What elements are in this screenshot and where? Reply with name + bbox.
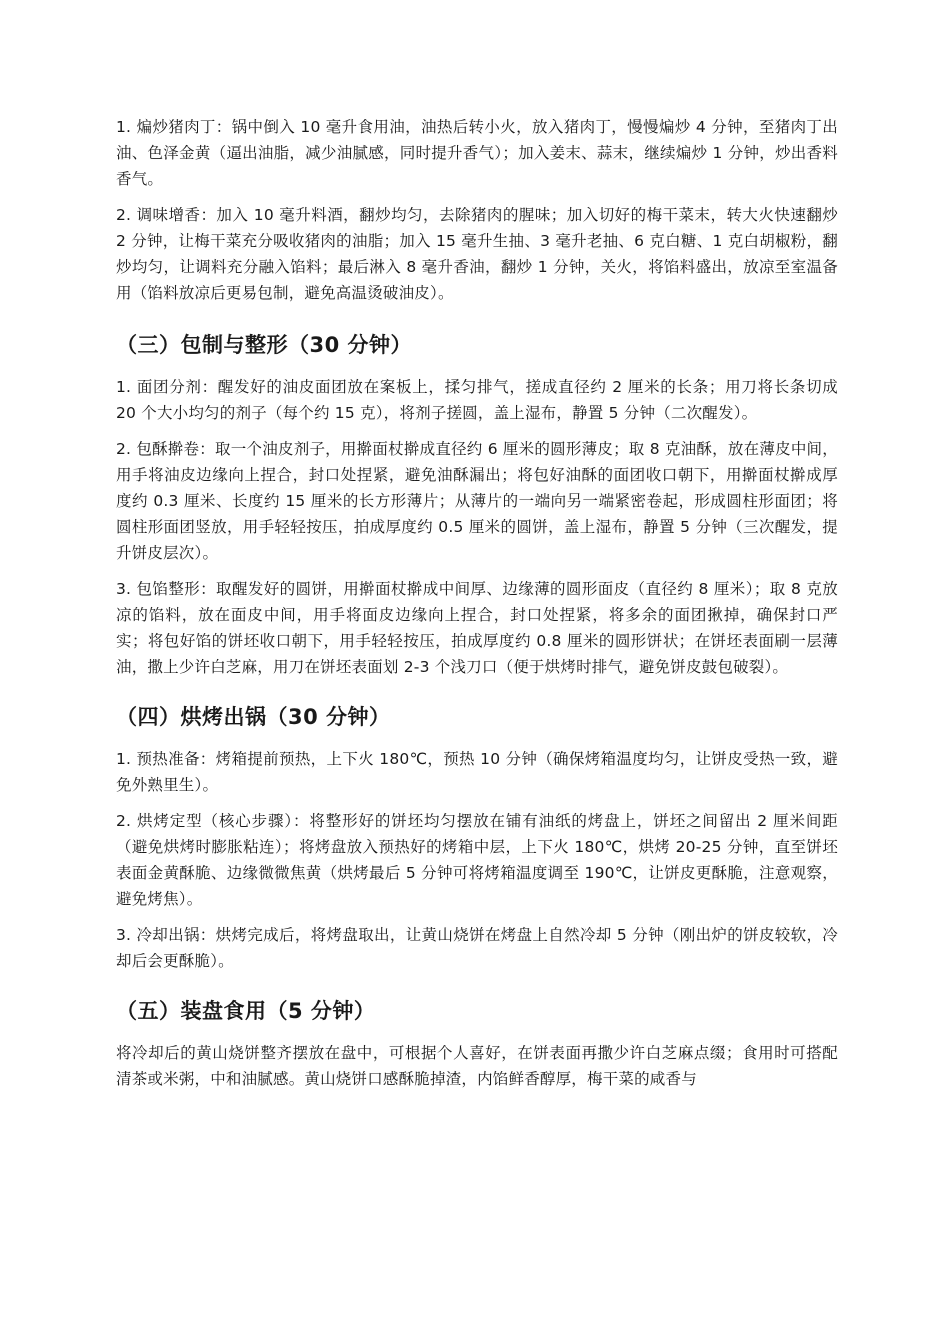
step-paragraph: 2. 包酥擀卷：取一个油皮剂子，用擀面杖擀成直径约 6 厘米的圆形薄皮；取 8 克油酥，放在薄皮中间，用手将油皮边缘向上捏合，封口处捏紧，避免油酥漏出；将包好油酥的面团收口朝下，用擀面杖擀成厚度约 0.3 厘米、长度约 15 厘米的长方形薄片；从薄片的一端向另一端紧密卷起，形成圆柱形面团；将圆柱形面团竖放，用手轻轻按压，拍成厚度约 0.5 厘米的圆饼，盖上湿布，静置 5 分钟（三次醒发，提升饼皮层次）。 — [116, 440, 838, 562]
section-heading: （四）烘烤出锅（30 分钟） — [116, 705, 391, 729]
section-stir-fry-filling — [116, 114, 838, 306]
section-shaping — [116, 330, 838, 680]
section-baking — [116, 702, 838, 974]
step-paragraph: 2. 烘烤定型（核心步骤）：将整形好的饼坯均匀摆放在铺有油纸的烤盘上，饼坯之间留出 2 厘米间距（避免烘烤时膨胀粘连）；将烤盘放入预热好的烤箱中层，上下火 180℃，烘烤 20-25 分钟，直至饼坯表面金黄酥脆、边缘微微焦黄（烘烤最后 5 分钟可将烤箱温度调至 190℃，让饼皮更酥脆，注意观察，避免烤焦）。 — [116, 812, 838, 908]
section-heading: （三）包制与整形（30 分钟） — [116, 333, 413, 357]
section-serving — [116, 996, 838, 1092]
step-paragraph: 将冷却后的黄山烧饼整齐摆放在盘中，可根据个人喜好，在饼表面再撒少许白芝麻点缀；食用时可搭配清茶或米粥，中和油腻感。黄山烧饼口感酥脆掉渣，内馅鲜香醇厚，梅干菜的咸香与 — [116, 1044, 838, 1088]
step-paragraph: 2. 调味增香：加入 10 毫升料酒，翻炒均匀，去除猪肉的腥味；加入切好的梅干菜末，转大火快速翻炒 2 分钟，让梅干菜充分吸收猪肉的油脂；加入 15 毫升生抽、3 毫升老抽、6 克白糖、1 克白胡椒粉，翻炒均匀，让调料充分融入馅料；最后淋入 8 毫升香油，翻炒 1 分钟，关火，将馅料盛出，放凉至室温备用（馅料放凉后更易包制，避免高温烫破油皮）。 — [116, 206, 838, 302]
section-heading: （五）装盘食用（5 分钟） — [116, 999, 376, 1023]
step-paragraph: 1. 煸炒猪肉丁：锅中倒入 10 毫升食用油，油热后转小火，放入猪肉丁，慢慢煸炒 4 分钟，至猪肉丁出油、色泽金黄（逼出油脂，减少油腻感，同时提升香气）；加入姜末、蒜末，继续煸炒 1 分钟，炒出香料香气。 — [116, 118, 838, 188]
document-page — [116, 114, 838, 1102]
step-paragraph: 3. 冷却出锅：烘烤完成后，将烤盘取出，让黄山烧饼在烤盘上自然冷却 5 分钟（刚出炉的饼皮较软，冷却后会更酥脆）。 — [116, 926, 838, 970]
step-paragraph: 1. 面团分剂：醒发好的油皮面团放在案板上，揉匀排气，搓成直径约 2 厘米的长条；用刀将长条切成 20 个大小均匀的剂子（每个约 15 克），将剂子搓圆，盖上湿布，静置 5 分钟（二次醒发）。 — [116, 378, 838, 422]
step-paragraph: 1. 预热准备：烤箱提前预热，上下火 180℃，预热 10 分钟（确保烤箱温度均匀，让饼皮受热一致，避免外熟里生）。 — [116, 750, 838, 794]
step-paragraph: 3. 包馅整形：取醒发好的圆饼，用擀面杖擀成中间厚、边缘薄的圆形面皮（直径约 8 厘米）；取 8 克放凉的馅料，放在面皮中间，用手将面皮边缘向上捏合，封口处捏紧，将多余的面团揪掉，确保封口严实；将包好馅的饼坯收口朝下，用手轻轻按压，拍成厚度约 0.8 厘米的圆形饼状；在饼坯表面刷一层薄油，撒上少许白芝麻，用刀在饼坯表面划 2-3 个浅刀口（便于烘烤时排气，避免饼皮鼓包破裂）。 — [116, 580, 838, 676]
